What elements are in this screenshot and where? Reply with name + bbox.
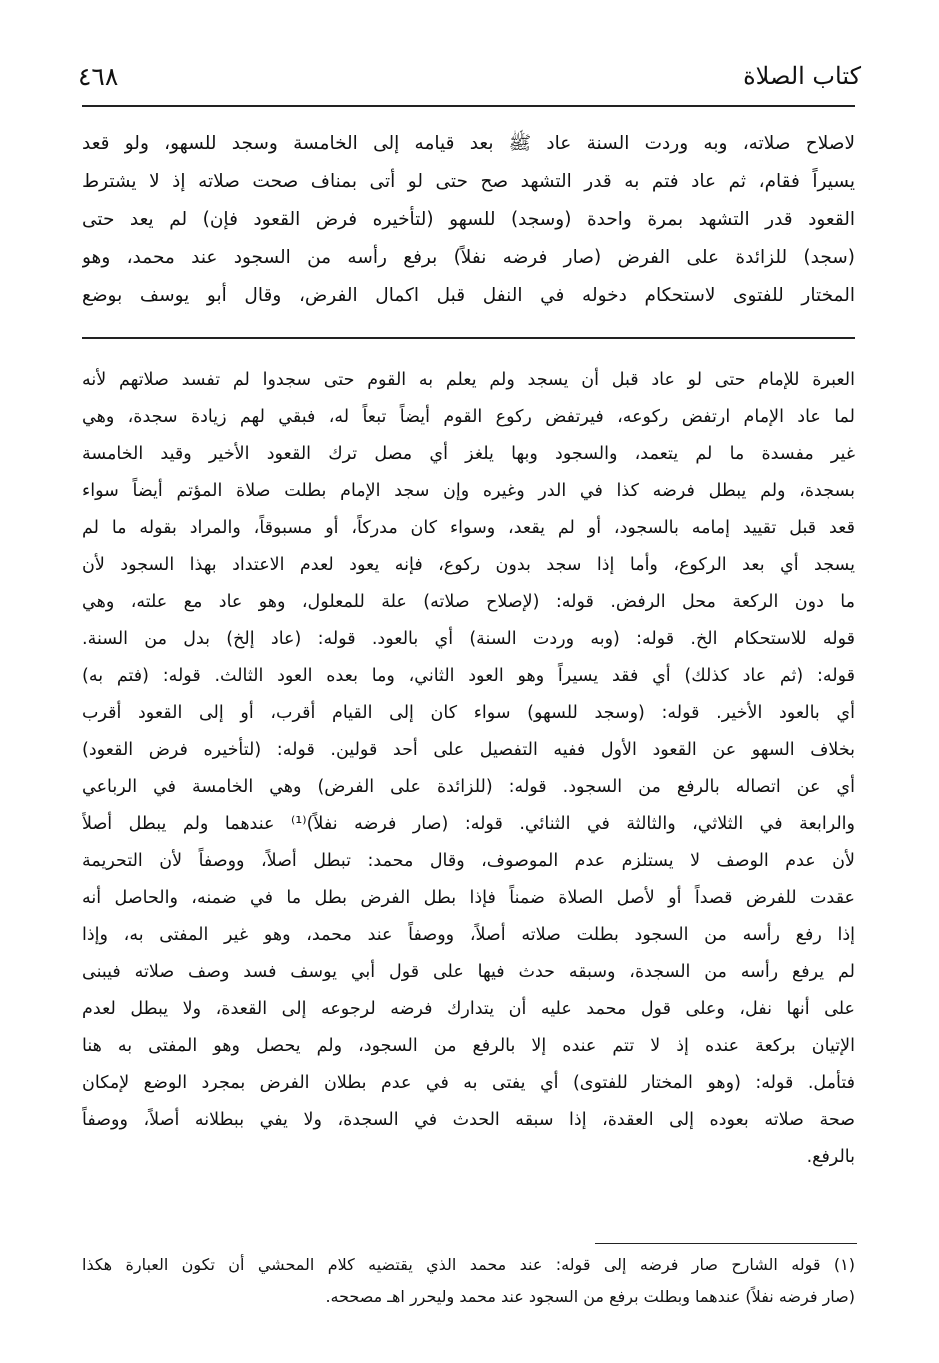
commentary-line: قعد قبل تقييد إمامه بالسجود، أو لم يقعد، وسواء كان مدركاً، أو مسبوقاً، والمراد بقوله ما لم <box>82 518 855 538</box>
commentary-line: قوله للاستحكام الخ. قوله: (وبه وردت السنة) أي بالعود. قوله: (عاد إلخ) بدل من السنة. <box>82 629 855 649</box>
commentary-line: والرابعة في الثلاثي، والثالثة في الثنائي. قوله: (صار فرضه نفلاً)⁽¹⁾ عندهما ولم يبطل أصلاً <box>82 814 855 834</box>
commentary-line: العبرة للإمام حتى لو عاد قبل أن يسجد ولم يعلم به القوم حتى سجدوا لم تفسد صلاتهم لأنه <box>82 370 855 390</box>
section-divider <box>82 337 855 339</box>
main-text-line: (سجد) للزائدة على الفرض (صار فرضه نفلاً) برفع رأسه من السجود عند محمد، وهو <box>82 247 855 268</box>
footnote-line: (صار فرضه نفلاً) عندهما وبطلت برفع من السجود عند محمد وليحرر اهـ مصححه. <box>325 1287 855 1306</box>
footnote-rule <box>595 1243 857 1244</box>
commentary-line: غير مفسدة ما لم يتعمد، والسجود وبها يلغز أي مصل ترك القعود الأخير وقيد الخامسة <box>82 444 855 464</box>
main-text-line: المختار للفتوى لاستحكام دخوله في النفل قبل اكمال الفرض، وقال أبو يوسف بوضع <box>82 285 855 306</box>
commentary-line: فتأمل. قوله: (وهو المختار للفتوى) أي يفتى به في عدم بطلان الفرض بمجرد الوضع لإمكان <box>82 1073 855 1093</box>
commentary-line: الإتيان بركعة عنده إذ لا تتم عنده إلا بالرفع من السجود، ولم يحصل وهو المفتى به هنا <box>82 1036 855 1056</box>
commentary-line: إذا رفع رأسه من السجود بطلت صلاته أصلاً، ووصفاً عند محمد، وهو غير المفتى به، وإذا <box>82 925 855 945</box>
footnote-line: (١) قوله الشارح صار فرضه إلى قوله: عند محمد الذي يقتضيه كلام المحشي أن تكون العبارة هكذا <box>82 1255 855 1274</box>
commentary-line: لما عاد الإمام ارتفض ركوعه، فيرتفض ركوع القوم أيضاً تبعاً له، فبقي لهم زيادة سجدة، وهي <box>82 407 855 427</box>
main-text-line: القعود قدر التشهد بمرة واحدة (وسجد) للسهو (لتأخيره فرض القعود فإن) لم يعد حتى <box>82 209 855 230</box>
commentary-line: قوله: (ثم عاد كذلك) أي فقد يسيراً وهو العود الثاني، وما بعده العود الثالث. قوله: (فتم به) <box>82 666 855 686</box>
main-text-line: لاصلاح صلاته، وبه وردت السنة عاد ﷺ بعد قيامه إلى الخامسة وسجد للسهو، ولو قعد <box>82 133 855 154</box>
running-title: كتاب الصلاة <box>743 62 861 90</box>
commentary-line: عقدت للفرض قصداً أو لأصل الصلاة ضمناً فإذا بطل الفرض بطل ما في ضمنه، والحاصل أنه <box>82 888 855 908</box>
commentary-line: ما دون الركعة محل الرفض. قوله: (لإصلاح صلاته) علة للمعلول، وهو عاد مع علته، وهي <box>82 592 855 612</box>
main-text-line: يسيراً فقام، ثم عاد فتم به قدر التشهد صح حتى لو أتى بمناف صحت صلاته إذ لا يشترط <box>82 171 855 192</box>
commentary-line: يسجد أي بعد الركوع، وأما إذا سجد بدون ركوع، فإنه يعود لعدم الاعتداد بهذا السجود لأن <box>82 555 855 575</box>
commentary-line: بخلاف السهو عن القعود الأول ففيه التفصيل على أحد قولين. قوله: (لتأخيره فرض القعود) <box>82 740 855 760</box>
commentary-line: بسجدة، ولم يبطل فرضه كذا في الدر وغيره وإن سجد الإمام بطلت صلاة المؤتم أيضاً سواء <box>82 481 855 501</box>
commentary-line: لأن عدم الوصف لا يستلزم عدم الموصوف، وقال محمد: تبطل أصلاً، ووصفاً لأن التحريمة <box>82 851 855 871</box>
commentary-line: أي بالعود الأخير. قوله: (وسجد للسهو) سواء كان إلى القيام أقرب، أو إلى القعود أقرب <box>82 703 855 723</box>
commentary-line: بالرفع. <box>806 1147 855 1167</box>
commentary-line: على أنها نفل، وعلى قول محمد عليه أن يتدارك فرضه لرجوعه إلى القعدة، ولا يبطل لعدم <box>82 999 855 1019</box>
commentary-line: صحة صلاته بعوده إلى العقدة، إذا سبقه الحدث في السجدة، ولا يفي ببطلانه أصلاً، ووصفاً <box>82 1110 855 1130</box>
header-rule <box>82 105 855 107</box>
commentary-line: أي عن اتصاله بالرفع من السجود. قوله: (للزائدة على الفرض) وهي الخامسة في الرباعي <box>82 777 855 797</box>
page-number: ٤٦٨ <box>78 62 119 91</box>
commentary-line: لم يرفع رأسه من السجدة، وسبقه حدث فيها على قول أبي يوسف فسد وصف صلاته فيبنى <box>82 962 855 982</box>
